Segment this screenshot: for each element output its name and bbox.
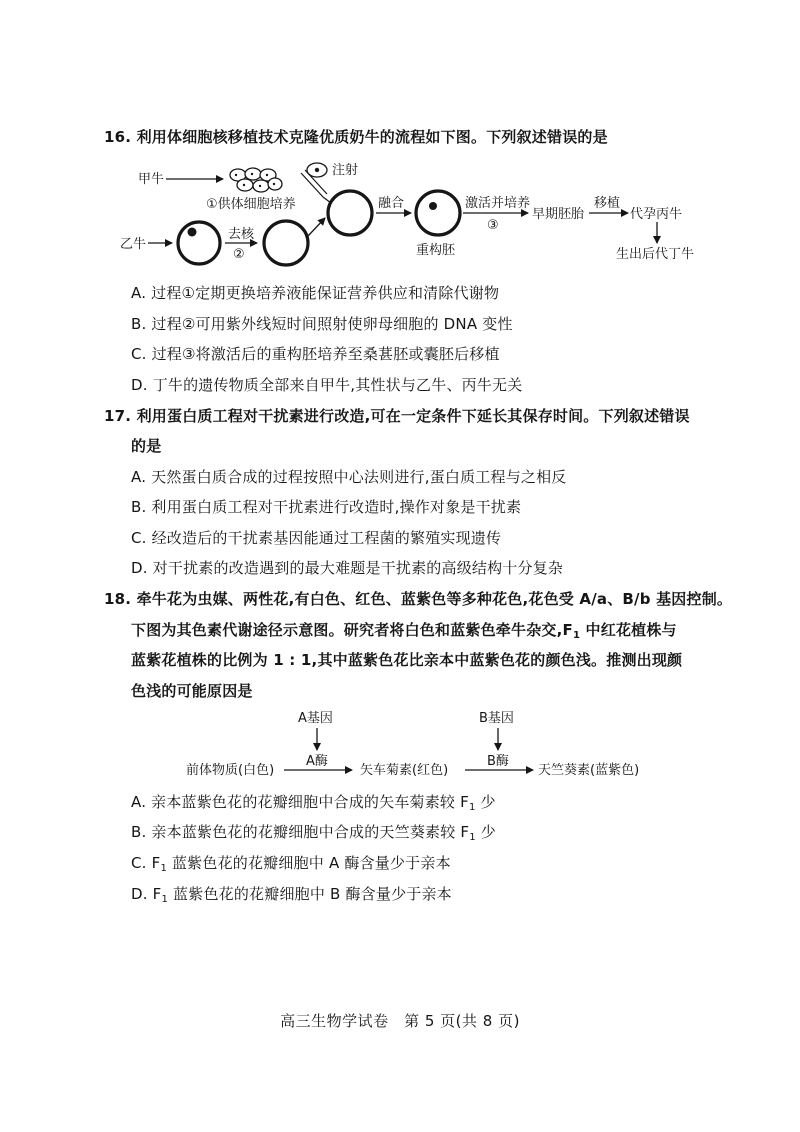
jia-niu-label: 甲牛 [138,172,165,187]
step1-label: ①供体细胞培养 [206,197,296,212]
q17-option-b: B. 利用蛋白质工程对干扰素进行改造时,操作对象是干扰素 [131,498,522,516]
cornflower-pigment-label: 矢车菊素(红色) [360,763,449,778]
q18-option-b: B. 亲本蓝紫色花的花瓣细胞中合成的天竺葵素较 $F_1$ 少 [131,823,496,843]
step2-label: ② [233,247,245,262]
reconstructed-embryo-nucleus [429,202,437,210]
q17-stem-line1: 17. 利用蛋白质工程对干扰素进行改造,可在一定条件下延长其保存时间。下列叙述错误 [104,407,690,425]
donor-cells-icon [230,168,282,192]
q18-stem-line4: 色浅的可能原因是 [131,682,253,700]
q18-stem-line1: 18. 牵牛花为虫媒、两性花,有白色、红色、蓝紫色等多种花色,花色受 A/a、B/b 基因控制。 [104,590,733,608]
yi-niu-label: 乙牛 [120,237,147,252]
activate-culture-label: 激活并培养 [465,196,531,211]
step3-label: ③ [487,218,499,233]
q18-option-c: C. $F_1$ 蓝紫色花的花瓣细胞中 A 酶含量少于亲本 [131,854,451,874]
enzyme-b-label: B酶 [487,754,509,769]
oocyte-nucleus [188,228,197,237]
precursor-label: 前体物质(白色) [186,763,275,778]
q16-cloning-diagram [120,160,720,268]
delphinidin-pigment-label: 天竺葵素(蓝紫色) [538,763,640,778]
gene-a-label: A基因 [298,711,333,726]
enucleated-oocyte [264,221,308,265]
zhu-she-label: 注射 [332,163,359,178]
q17-option-d: D. 对干扰素的改造遇到的最大难题是干扰素的高级结构十分复杂 [131,559,564,577]
q18-stem-line3: 蓝紫花植株的比例为 1 : 1,其中蓝紫色花比亲本中蓝紫色花的颜色浅。推测出现颜 [131,651,683,669]
offspring-label: 生出后代丁牛 [616,247,695,262]
q16-option-d: D. 丁牛的遗传物质全部来自甲牛,其性状与乙牛、丙牛无关 [131,376,523,394]
q16-option-c: C. 过程③将激活后的重构胚培养至桑葚胚或囊胚后移植 [131,345,500,363]
chong-gou-pei-label: 重构胚 [416,243,456,258]
q17-stem-line2: 的是 [131,437,162,455]
recipient-cell [328,191,372,235]
q16-stem: 16. 利用体细胞核移植技术克隆优质奶牛的流程如下图。下列叙述错误的是 [104,128,608,146]
q17-option-a: A. 天然蛋白质合成的过程按照中心法则进行,蛋白质工程与之相反 [131,468,567,486]
q18-pigment-pathway-diagram [180,708,650,780]
early-embryo-label: 早期胚胎 [532,207,585,222]
q16-option-a: A. 过程①定期更换培养液能保证营养供应和清除代谢物 [131,284,500,302]
q18-option-d: D. $F_1$ 蓝紫色花的花瓣细胞中 B 酶含量少于亲本 [131,885,452,905]
gene-b-label: B基因 [479,711,514,726]
oocyte-cell [178,222,220,264]
q16-option-b: B. 过程②可用紫外线短时间照射使卵母细胞的 DNA 变性 [131,315,513,333]
qu-he-label: 去核 [228,227,255,242]
q18-stem-line2: 下图为其色素代谢途径示意图。研究者将白色和蓝紫色牵牛杂交$,F_1$ 中红花植株与 [131,621,677,641]
enzyme-a-label: A酶 [306,754,328,769]
yi-zhi-label: 移植 [594,196,621,211]
reconstructed-embryo-cell [416,191,460,235]
surrogate-label: 代孕丙牛 [630,207,683,222]
q17-option-c: C. 经改造后的干扰素基因能通过工程菌的繁殖实现遗传 [131,529,502,547]
page-footer: 高三生物学试卷 第 5 页(共 8 页) [280,1012,520,1030]
q18-option-a: A. 亲本蓝紫色花的花瓣细胞中合成的矢车菊素较 $F_1$ 少 [131,793,496,813]
rong-he-label: 融合 [378,196,405,211]
